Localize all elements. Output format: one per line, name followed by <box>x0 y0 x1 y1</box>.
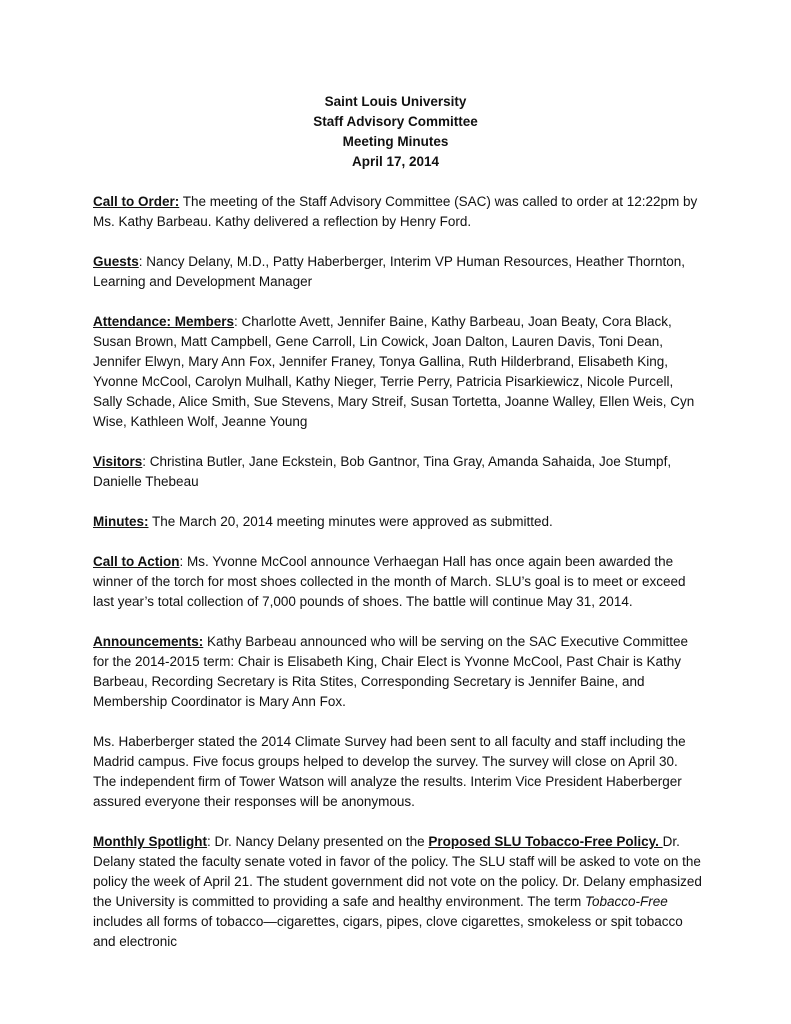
call-to-action-text: : Ms. Yvonne McCool announce Verhaegan Hall has once again been awarded the winner of the torch for most shoes collected in the month of March. SLU’s goal is to meet or exceed last year’s total collection of 7,000 pounds of shoes. The battle will continue May 31, 2014. <box>93 554 686 609</box>
call-to-order-section <box>93 192 703 232</box>
announcements-text: Kathy Barbeau announced who will be serving on the SAC Executive Committee for the 2014-2015 term: Chair is Elisabeth King, Chair Elect is Yvonne McCool, Past Chair is Kathy Barbeau, Recording Secretary is Rita Stites, Corresponding Secretary is Jennifer Baine, and Membership Coordinator is Mary Ann Fox. <box>93 634 689 709</box>
attendance-section <box>93 312 703 432</box>
visitors-label: Visitors <box>93 454 143 469</box>
minutes-section <box>93 512 703 532</box>
call-to-order-label: Call to Order: <box>93 194 180 209</box>
attendance-label: Attendance: Members <box>93 314 235 329</box>
tobacco-free-term: Tobacco-Free <box>585 894 668 909</box>
tobacco-policy-title: Proposed SLU Tobacco-Free Policy. <box>428 834 663 849</box>
announcements-section <box>93 632 703 712</box>
monthly-spotlight-text-c: includes all forms of tobacco—cigarettes, cigars, pipes, clove cigarettes, smokeless or spit tobacco and electronic <box>93 914 683 949</box>
committee-name: Staff Advisory Committee <box>313 114 478 129</box>
document-header <box>0 92 791 172</box>
guests-label: Guests <box>93 254 139 269</box>
university-name: Saint Louis University <box>324 94 467 109</box>
monthly-spotlight-label: Monthly Spotlight <box>93 834 207 849</box>
announcements-label: Announcements: <box>93 634 204 649</box>
attendance-text: : Charlotte Avett, Jennifer Baine, Kathy Barbeau, Joan Beaty, Cora Black, Susan Brown, Matt Campbell, Gene Carroll, Lin Cowick, Joan Dalton, Lauren Davis, Toni Dean, Jennifer Elwyn, Mary Ann Fox, Jennifer Franey, Tonya Gallina, Ruth Hilderbrand, Elisabeth King, Yvonne McCool, Carolyn Mulhall, Kathy Nieger, Terrie Perry, Patricia Pisarkiewicz, Nicole Purcell, Sally Schade, Alice Smith, Sue Stevens, Mary Streif, Susan Tortetta, Joanne Walley, Ellen Weis, Cyn Wise, Kathleen Wolf, Jeanne Young <box>93 314 695 429</box>
call-to-action-section <box>93 552 703 612</box>
monthly-spotlight-text-b: Dr. Delany stated the faculty senate voted in favor of the policy. The SLU staff will be asked to vote on the policy the week of April 21. The student government did not vote on the policy. Dr. Delany emphasized the University is committed to providing a safe and healthy environment. The term <box>93 834 702 909</box>
visitors-section <box>93 452 703 492</box>
guests-text: : Nancy Delany, M.D., Patty Haberberger, Interim VP Human Resources, Heather Thornton, Learning and Development Manager <box>93 254 686 289</box>
climate-survey-paragraph <box>93 732 703 812</box>
call-to-action-label: Call to Action <box>93 554 180 569</box>
monthly-spotlight-text-a: : Dr. Nancy Delany presented on the <box>206 834 429 849</box>
call-to-order-text: The meeting of the Staff Advisory Committee (SAC) was called to order at 12:22pm by Ms. Kathy Barbeau. Kathy delivered a reflection by Henry Ford. <box>93 194 698 229</box>
minutes-label: Minutes: <box>93 514 149 529</box>
minutes-body <box>93 192 703 972</box>
guests-section <box>93 252 703 292</box>
monthly-spotlight-section <box>93 832 703 952</box>
minutes-text: The March 20, 2014 meeting minutes were approved as submitted. <box>148 514 553 529</box>
document-title: Meeting Minutes <box>342 134 449 149</box>
visitors-text: : Christina Butler, Jane Eckstein, Bob Gantnor, Tina Gray, Amanda Sahaida, Joe Stumpf, Danielle Thebeau <box>93 454 672 489</box>
meeting-date: April 17, 2014 <box>351 154 440 169</box>
climate-survey-text: Ms. Haberberger stated the 2014 Climate Survey had been sent to all faculty and staff including the Madrid campus. Five focus groups helped to develop the survey. The survey will close on April 30. The independent firm of Tower Watson will analyze the results. Interim Vice President Haberberger assured everyone their responses will be anonymous. <box>93 734 686 809</box>
